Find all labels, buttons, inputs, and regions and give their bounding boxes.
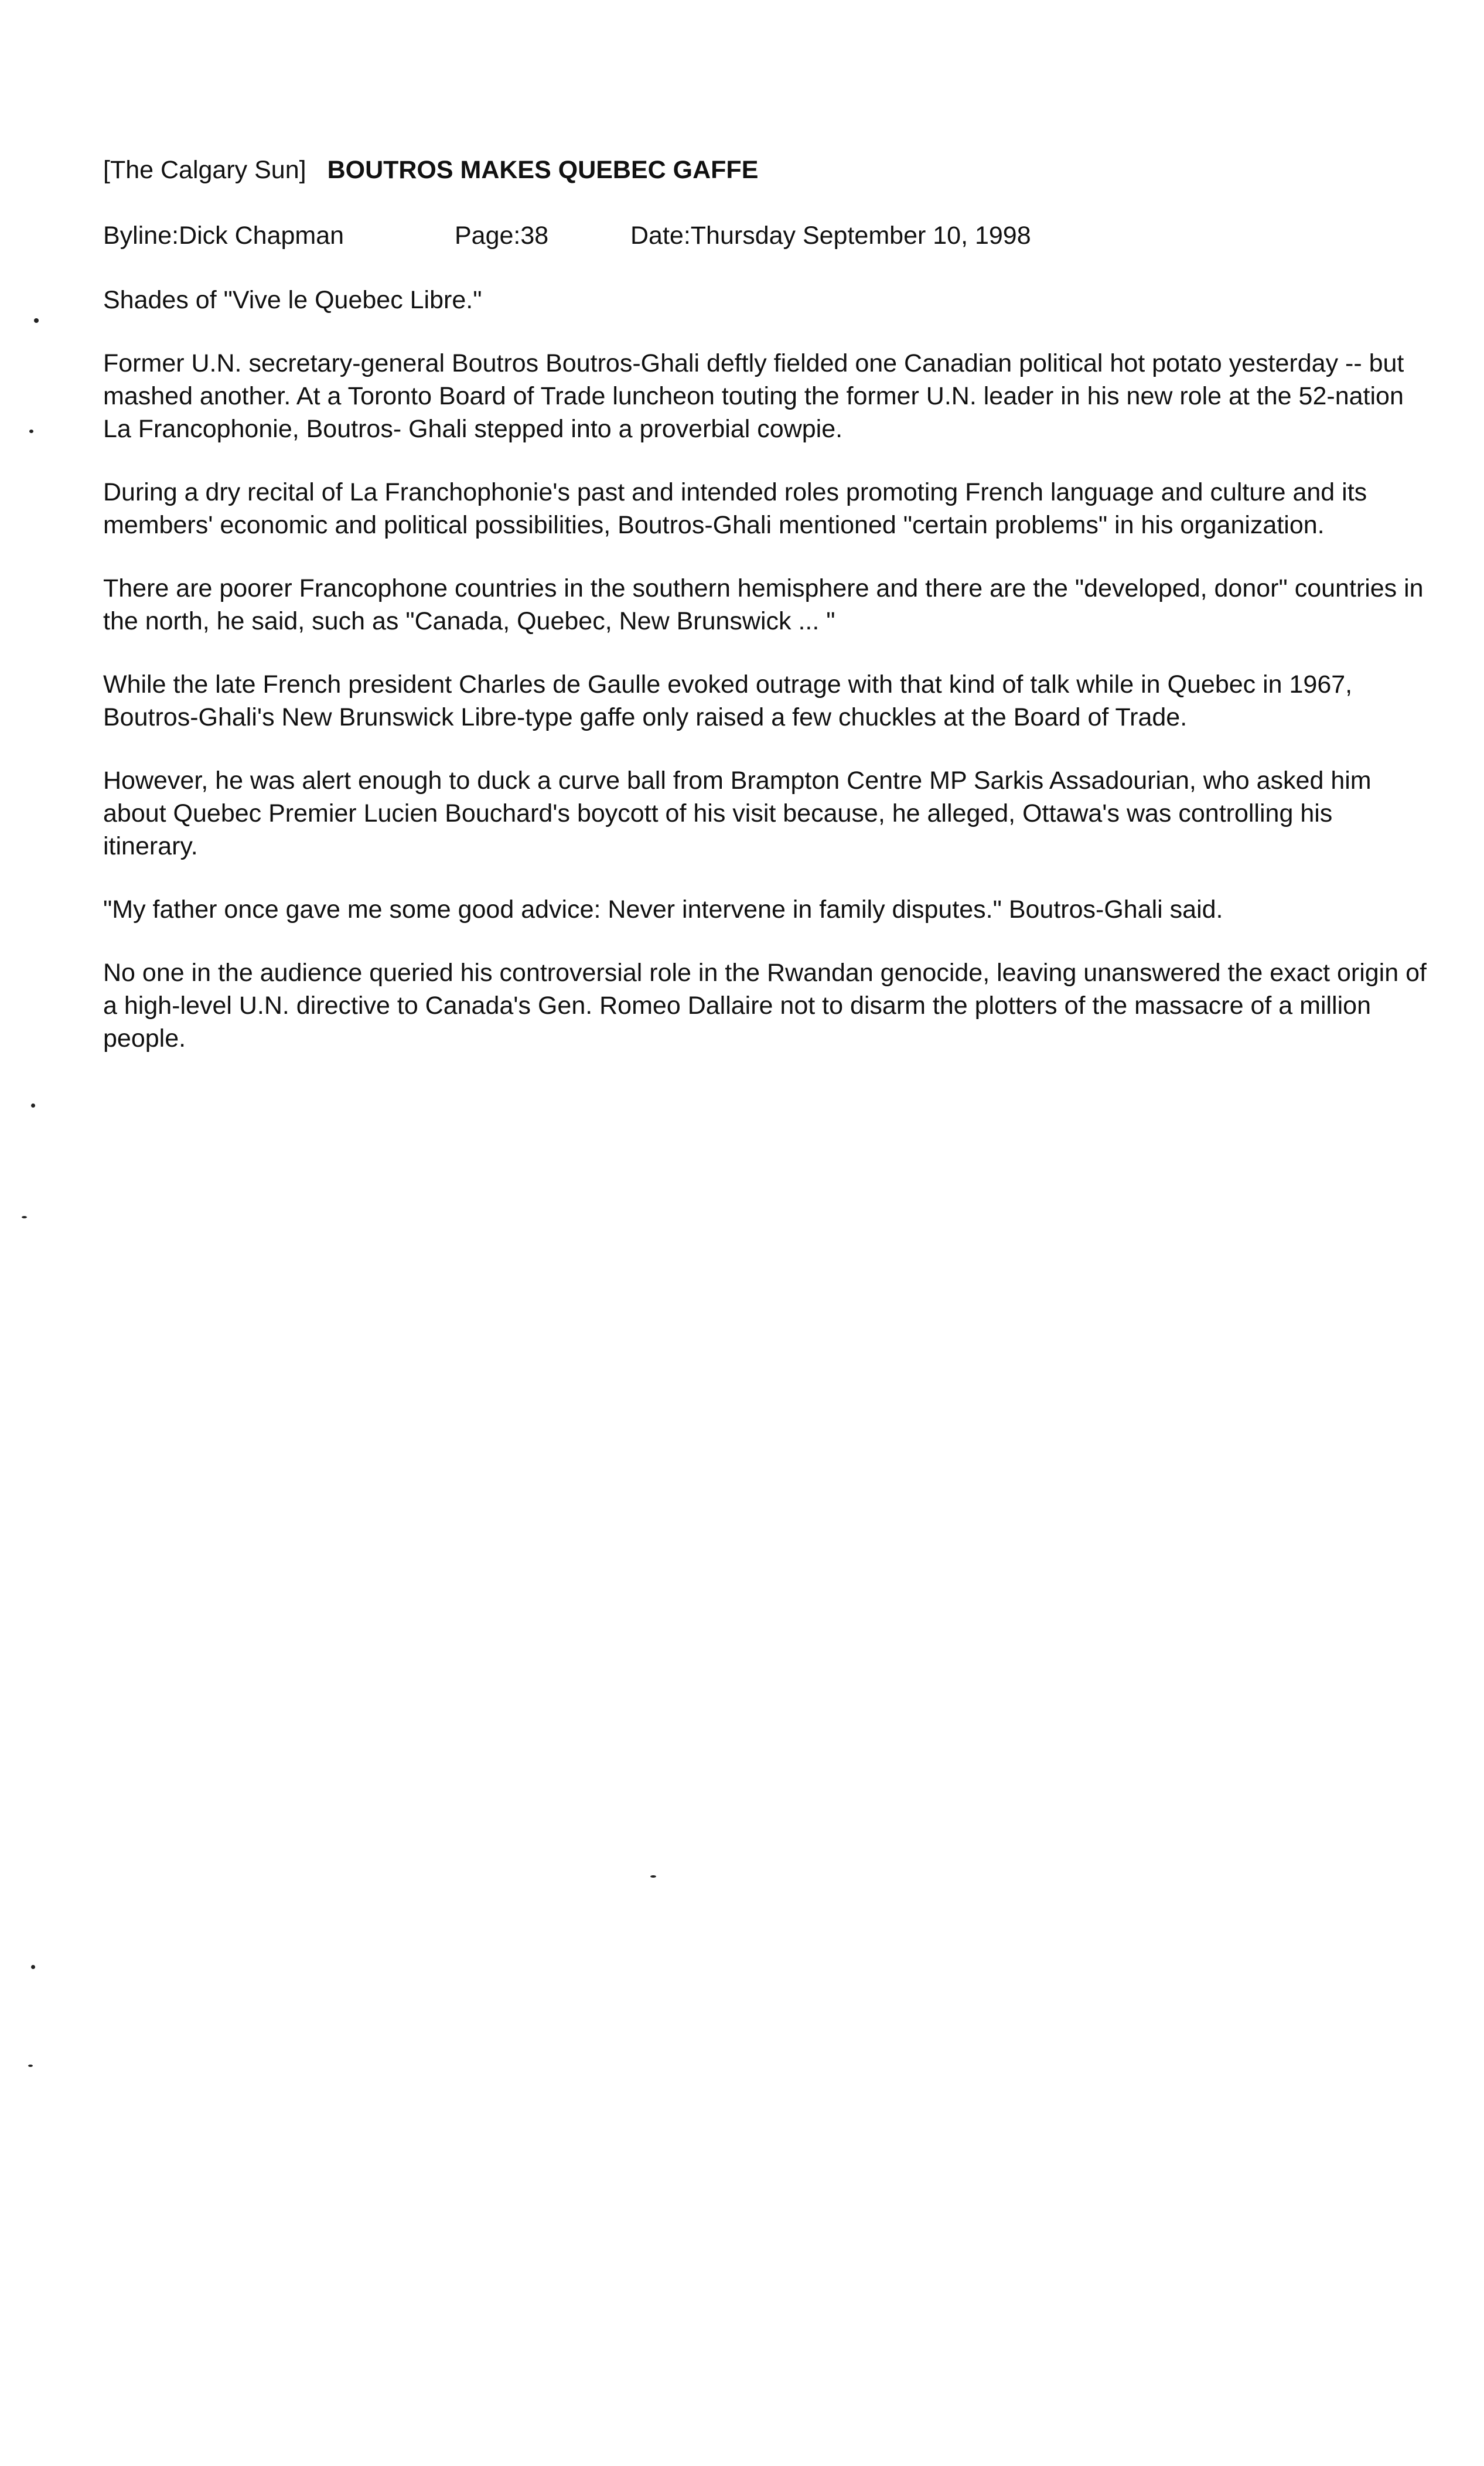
page-number: Page:38 — [455, 222, 549, 250]
scan-speck — [31, 1965, 35, 1969]
paragraph: While the late French president Charles de Gaulle evoked outrage with that kind of talk while in Quebec in 1967, Boutros-Ghali's New Brunswick Libre-type gaffe only raised a few chuckles at the Board of Trade. — [103, 670, 1353, 731]
paragraph: However, he was alert enough to duck a curve ball from Brampton Centre MP Sarkis Assadourian, who asked him about Quebec Premier Lucien Bouchard's boycott of his visit because, he alleged, Ottawa's was controlling his itinerary. — [103, 767, 1372, 860]
paragraph: No one in the audience queried his controversial role in the Rwandan genocide, leaving unanswered the exact origin of a high-level U.N. directive to Canada's Gen. Romeo Dallaire not to disarm the plotters of the massacre of a million people. — [103, 959, 1427, 1053]
scan-speck — [29, 430, 33, 433]
paragraph: Shades of "Vive le Quebec Libre." — [103, 286, 482, 314]
paragraph: Former U.N. secretary-general Boutros Boutros-Ghali deftly fielded one Canadian political hot potato yesterday -- but mashed another. At a Toronto Board of Trade luncheon touting the former U.N. leader in his new role at the 52-nation La Francophonie, Boutros- Ghali stepped into a proverbial cowpie. — [103, 349, 1404, 443]
scan-speck — [31, 1103, 35, 1108]
publication-date: Date:Thursday September 10, 1998 — [630, 222, 1031, 250]
article-header — [103, 154, 758, 186]
article-body — [103, 284, 1427, 1085]
paragraph: There are poorer Francophone countries in the southern hemisphere and there are the "developed, donor" countries in the north, he said, such as "Canada, Quebec, New Brunswick ... " — [103, 574, 1424, 635]
byline: Byline:Dick Chapman — [103, 222, 344, 250]
article-headline: BOUTROS MAKES QUEBEC GAFFE — [327, 156, 759, 184]
newspaper-source: [The Calgary Sun] — [103, 156, 306, 184]
scan-speck — [28, 2065, 33, 2067]
paragraph: "My father once gave me some good advice: Never intervene in family disputes." Boutros-Ghali said. — [103, 895, 1223, 924]
paragraph: During a dry recital of La Franchophonie's past and intended roles promoting French language and culture and its members' economic and political possibilities, Boutros-Ghali mentioned "certain problems" in his organization. — [103, 478, 1367, 539]
article-meta — [103, 219, 1031, 252]
scan-speck — [650, 1875, 656, 1878]
scan-speck — [22, 1216, 27, 1218]
scan-speck — [34, 318, 39, 323]
